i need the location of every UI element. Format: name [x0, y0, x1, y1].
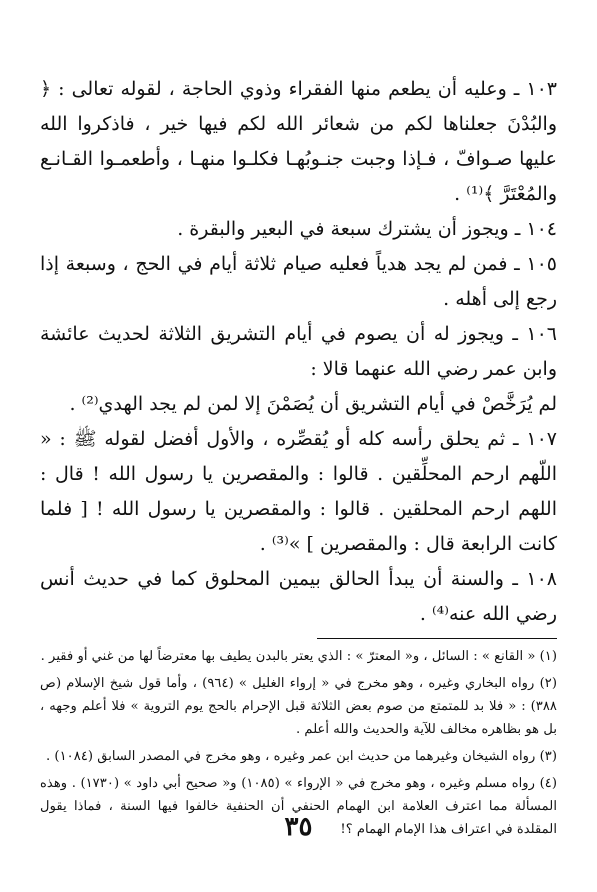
footnote-3: (٣) رواه الشيخان وغيرهما من حديث ابن عمر وغيره ، وهو مخرج في المصدر السابق (١٠٨٤) .: [46, 749, 557, 764]
paragraph-104: ١٠٤ ـ ويجوز أن يشترك سبعة في البعير والبقرة .: [177, 218, 557, 240]
paragraph-107: ١٠٧ ـ ثم يحلق رأسه كله أو يُقصِّره ، والأول أفضل لقوله ﷺ : « اللّهم ارحم المحلِّقين . قالوا : والمقصرين يا رسول الله ! قال : اللهم ارحم المحلقين . قالوا : والمقصرين يا رسول الله ! [ فلما كانت الرابعة قال : والمقصرين ] »⁽³⁾ .: [40, 428, 557, 555]
hadith-quote: لم يُرَخَّصْ في أيام التشريق أن يُصَمْنَ إلا لمن لم يجد الهدي⁽²⁾ .: [69, 393, 557, 415]
footnote-divider: [317, 638, 557, 639]
paragraph-106: ١٠٦ ـ ويجوز له أن يصوم في أيام التشريق الثلاثة لحديث عائشة وابن عمر رضي الله عنهما قالا :: [40, 323, 557, 380]
paragraph-103: ١٠٣ ـ وعليه أن يطعم منها الفقراء وذوي الحاجة ، لقوله تعالى : ﴿ والبُدْنَ جعلناها لكم من شعائر الله لكم فيها خير ، فاذكروا الله عليها صـوافّ ، فـإذا وجبت جنـوبُهـا فكلـوا منهـا ، وأطعمـوا القـانـع والمُعْتَرَّ ﴾⁽¹⁾ .: [40, 78, 557, 205]
footnote-4: (٤) رواه مسلم وغيره ، وهو مخرج في « الإرواء » (١٠٨٥) و« صحيح أبي داود » (١٧٣٠) . وهذه المسألة مما اعترف العلامة ابن الهمام الحنفي أن الحنفية خالفوا فيها السنة ، فماذا يقول المقلدة في اعتراف هذا الإمام الهمام ؟!: [40, 776, 557, 837]
paragraph-105: ١٠٥ ـ فمن لم يجد هدياً فعليه صيام ثلاثة أيام في الحج ، وسبعة إذا رجع إلى أهله .: [40, 253, 557, 310]
main-text: [40, 72, 557, 632]
footnote-1: (١) « القانع » : السائل ، و« المعترّ » : الذي يعتر بالبدن يطيف بها معترضاً لها من غني أو فقير .: [40, 649, 557, 664]
page-number: ٣٥: [284, 812, 313, 842]
paragraph-108: ١٠٨ ـ والسنة أن يبدأ الحالق بيمين المحلوق كما في حديث أنس رضي الله عنه⁽⁴⁾ .: [40, 568, 557, 625]
footnote-2: (٢) رواه البخاري وغيره ، وهو مخرج في « إرواء الغليل » (٩٦٤) ، وأما قول شيخ الإسلام (ص ٣٨٨) : « فلا بد للمتمتع من صوم بعض الثلاثة قبل الإحرام بالحج يوم التروية » فلا أعلم وجهه ، بل هو بظاهره مخالف للآية والحديث والله أعلم .: [40, 676, 557, 737]
